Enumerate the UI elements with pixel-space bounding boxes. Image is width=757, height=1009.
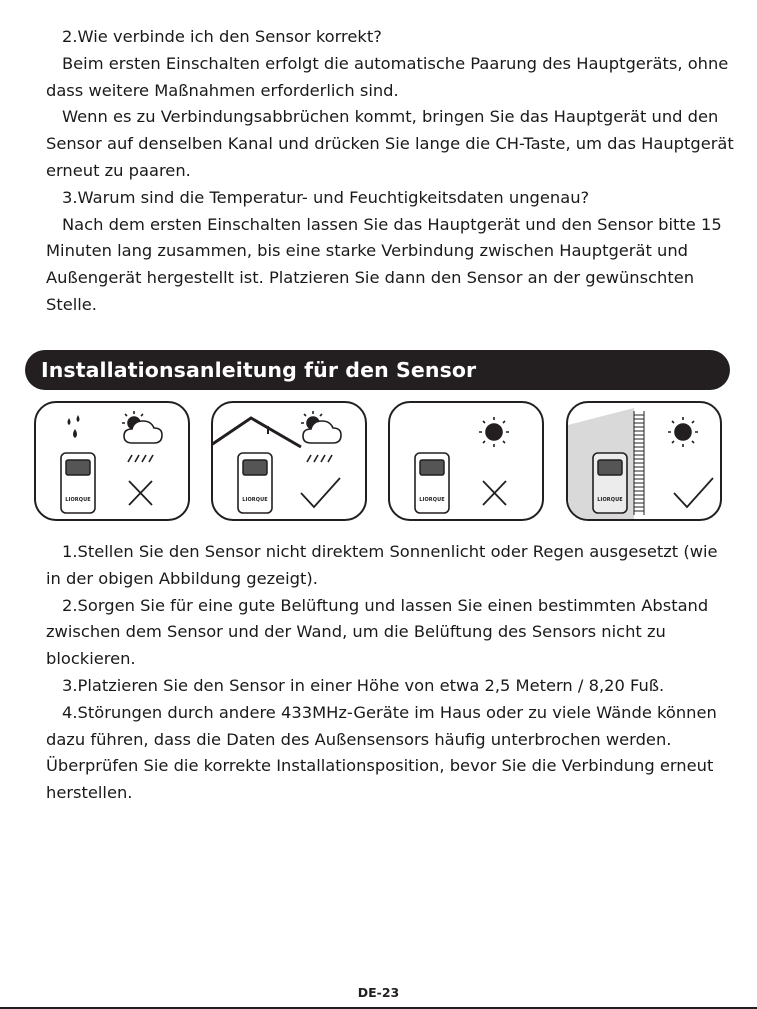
sensor-brand-label: LIORQUE xyxy=(242,497,268,503)
installation-notes xyxy=(46,539,736,807)
note-2: 2.Sorgen Sie für eine gute Belüftung und lassen Sie einen bestimmten Abstand zwischen dem Sensor und der Wand, um die Belüftung des Sensors nicht zu blockieren. xyxy=(46,595,709,669)
rain-scene-illustration xyxy=(36,403,188,519)
sensor-icon xyxy=(238,453,272,513)
faq-answer-2b: Wenn es zu Verbindungsabbrüchen kommt, bringen Sie das Hauptgerät und den Sensor auf denselben Kanal und drücken Sie lange die CH-Taste, um das Hauptgerät erneut zu paaren. xyxy=(46,107,734,180)
check-mark-icon xyxy=(301,478,340,507)
cross-mark-icon xyxy=(129,481,152,505)
sensor-icon xyxy=(593,453,627,513)
section-title: Installationsanleitung für den Sensor xyxy=(41,358,477,382)
raindrop-icon xyxy=(68,415,80,438)
sun-behind-cloud-icon xyxy=(122,411,162,462)
install-panel-roof xyxy=(211,401,367,521)
sun-icon xyxy=(668,417,698,447)
sun-icon xyxy=(479,417,509,447)
roof-scene-illustration xyxy=(213,403,365,519)
roof-icon xyxy=(213,418,301,447)
faq-section xyxy=(46,24,736,319)
shade-scene-illustration xyxy=(568,403,720,519)
install-panel-shade xyxy=(566,401,722,521)
note-1: 1.Stellen Sie den Sensor nicht direktem Sonnenlicht oder Regen ausgesetzt (wie in der obigen Abbildung gezeigt). xyxy=(46,542,718,588)
faq-answer-2a: Beim ersten Einschalten erfolgt die automatische Paarung des Hauptgeräts, ohne dass weitere Maßnahmen erforderlich sind. xyxy=(46,53,729,100)
sensor-brand-label: LIORQUE xyxy=(419,497,445,503)
sensor-icon xyxy=(61,453,95,513)
sun-behind-cloud-icon xyxy=(301,411,341,462)
check-mark-icon xyxy=(674,478,713,507)
faq-question-2: 2.Wie verbinde ich den Sensor korrekt? xyxy=(62,27,382,46)
sensor-icon xyxy=(415,453,449,513)
faq-answer-3: Nach dem ersten Einschalten lassen Sie das Hauptgerät und den Sensor bitte 15 Minuten lang zusammen, bis eine starke Verbindung zwischen Hauptgerät und Außengerät hergestellt ist. Platzieren Sie dann den Sensor an der gewünschten Stelle. xyxy=(46,214,722,314)
sun-scene-illustration xyxy=(390,403,542,519)
install-panel-sun xyxy=(388,401,544,521)
wall-icon xyxy=(634,411,644,515)
note-3: 3.Platzieren Sie den Sensor in einer Höhe von etwa 2,5 Metern / 8,20 Fuß. xyxy=(62,675,665,695)
cross-mark-icon xyxy=(483,481,506,505)
note-4: 4.Störungen durch andere 433MHz-Geräte im Haus oder zu viele Wände können dazu führen, dass die Daten des Außensensors häufig unterbrochen werden. Überprüfen Sie die korrekte Installationsposition, bevor Sie die Verbindung erneut herstellen. xyxy=(46,702,717,803)
faq-question-3: 3.Warum sind die Temperatur- und Feuchtigkeitsdaten ungenau? xyxy=(62,187,590,207)
page-number: DE-23 xyxy=(357,985,400,1000)
section-banner xyxy=(25,350,730,390)
sensor-brand-label: LIORQUE xyxy=(65,497,91,503)
sensor-brand-label: LIORQUE xyxy=(597,497,623,503)
install-panel-rain xyxy=(34,401,190,521)
